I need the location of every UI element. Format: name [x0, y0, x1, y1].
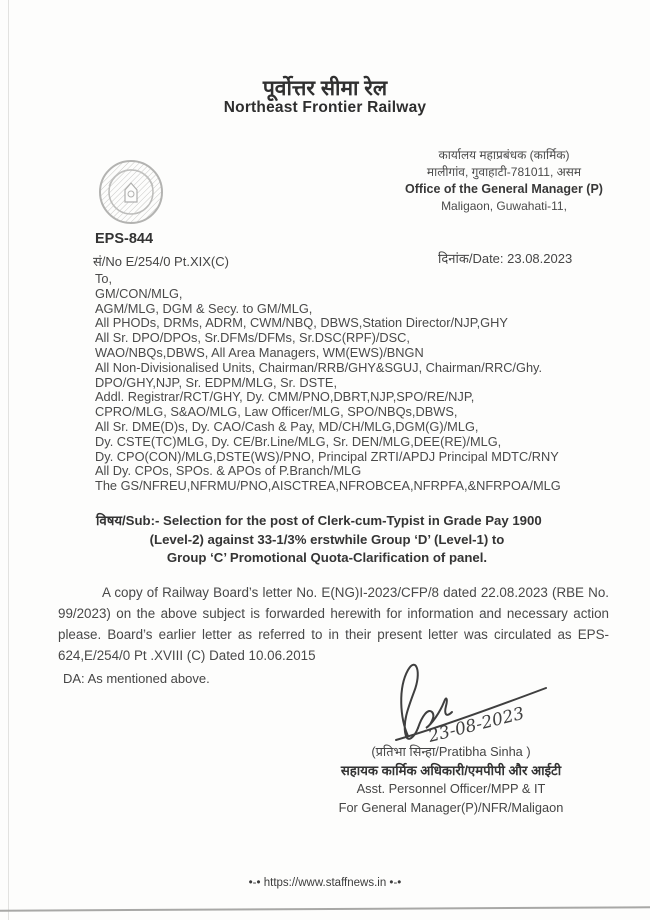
addressee-salutation: To,: [95, 271, 113, 286]
letter-number: सं/No E/254/0 Pt.XIX(C): [93, 254, 229, 269]
addressee-line: WAO/NBQs,DBWS, All Area Managers, WM(EWS)/BNGN: [95, 344, 424, 360]
subject-block: [96, 512, 558, 568]
eps-number: EPS-844: [95, 231, 154, 247]
signatory-name: (प्रतिभा सिन्हा/Pratibha Sinha ): [371, 744, 531, 759]
org-name-hindi: पूर्वोत्तर सीमा रेल: [262, 77, 388, 100]
source-watermark: •-• https://www.staffnews.in •-•: [248, 877, 402, 889]
designation-english: Asst. Personnel Officer/MPP & IT: [356, 781, 546, 797]
enclosure-note: DA: As mentioned above.: [63, 671, 210, 686]
addressee-line: DPO/GHY,NJP, Sr. EDPM/MLG, Sr. DSTE,: [95, 374, 338, 390]
office-hindi-line1: कार्यालय महाप्रबंधक (कार्मिक): [438, 148, 570, 162]
office-english-line1: Office of the General Manager (P): [405, 182, 603, 196]
addressee-line: All Dy. CPOs, SPOs. & APOs of P.Branch/MLG: [95, 463, 362, 479]
addressee-line: Dy. CSTE(TC)MLG, Dy. CE/Br.Line/MLG, Sr. DEN/MLG,DEE(RE)/MLG,: [95, 433, 502, 449]
scan-bottom-edge: [0, 906, 650, 911]
addressee-line: Dy. CPO(CON)/MLG,DSTE(WS)/PNO, Principal ZRTI/APDJ Principal MDTC/RNY: [95, 448, 559, 464]
subject-line3: Group ‘C’ Promotional Quota-Clarification of panel.: [166, 550, 488, 566]
addressee-line: GM/CON/MLG,: [95, 285, 183, 301]
addressee-line: Addl. Registrar/RCT/GHY, Dy. CMM/PNO,DBRT,NJP,SPO/RE/NJP,: [95, 389, 475, 405]
addressee-line: All Sr. DME(D)s, Dy. CAO/Cash & Pay, MD/CH/MLG,DGM(G)/MLG,: [95, 418, 479, 434]
addressee-line: All Non-Divisionalised Units, Chairman/RRB/GHY&SGUJ, Chairman/RRC/Ghy.: [95, 359, 543, 375]
addressee-line: All Sr. DPO/DPOs, Sr.DFMs/DFMs, Sr.DSC(RPF)/DSC,: [95, 330, 410, 346]
addressee-list: [95, 272, 635, 494]
for-general-manager-line: For General Manager(P)/NFR/Maligaon: [338, 799, 564, 815]
subject-line2: (Level-2) against 33-1/3% erstwhile Group ‘D’ (Level-1) to: [149, 531, 505, 547]
letter-date: दिनांक/Date: 23.08.2023: [438, 251, 573, 266]
office-hindi-line2: मालीगांव, गुवाहाटी-781011, असम: [426, 165, 582, 179]
org-name-english: Northeast Frontier Railway: [223, 99, 427, 116]
addressee-line: All PHODs, DRMs, ADRM, CWM/NBQ, DBWS,Station Director/NJP,GHY: [95, 315, 508, 331]
signature-block: [328, 743, 574, 817]
handwritten-date: 23-08-2023: [426, 703, 527, 747]
body-paragraph: A copy of Railway Board’s letter No. E(NG)I-2023/CFP/8 dated 22.08.2023 (RBE No. 99/2023) on the above subject is forwarded herewith for information and necessary action please. Board’s earlier letter as referred to in their present letter was circulated as EPS-624,E/254/0 Pt .XVIII (C) Dated 10.06.2015: [58, 585, 609, 663]
addressee-line: CPRO/MLG, S&AO/MLG, Law Officer/MLG, SPO/NBQs,DBWS,: [95, 404, 458, 420]
subject-line1: विषय/Sub:- Selection for the post of Clerk-cum-Typist in Grade Pay 1900: [96, 513, 542, 528]
addressee-line: AGM/MLG, DGM & Secy. to GM/MLG,: [95, 300, 313, 316]
scan-fold-line: [8, 0, 9, 920]
office-address-block: [374, 147, 634, 215]
office-english-line2: Maligaon, Guwahati-11,: [441, 199, 567, 213]
addressee-line: The GS/NFREU,NFRMU/PNO,AISCTREA,NFROBCEA,NFRPFA,&NFRPOA/MLG: [95, 478, 561, 494]
designation-hindi: सहायक कार्मिक अधिकारी/एमपीपी और आईटी: [340, 762, 562, 778]
railway-emblem-stamp: [95, 156, 167, 228]
